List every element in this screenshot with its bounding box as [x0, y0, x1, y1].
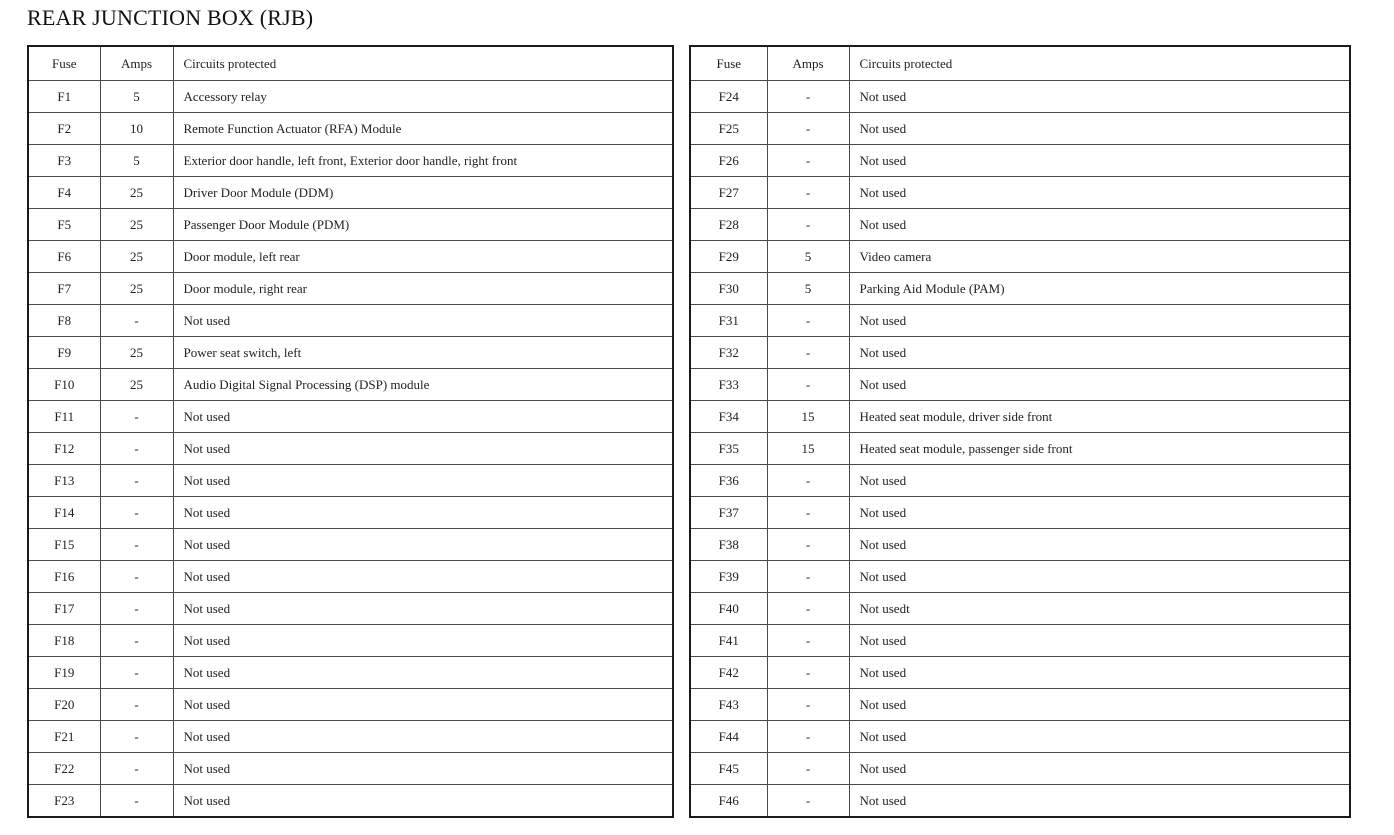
table-row [690, 401, 1350, 433]
table-row [690, 561, 1350, 593]
fuse-cell: F44 [690, 721, 767, 753]
fuse-cell: F15 [28, 529, 100, 561]
table-row [28, 433, 673, 465]
column-header-fuse: Fuse [28, 46, 100, 81]
amps-cell: 5 [100, 81, 173, 113]
table-row [690, 689, 1350, 721]
circuit-cell: Not used [173, 561, 673, 593]
circuit-cell: Not used [849, 721, 1350, 753]
amps-cell: - [767, 529, 849, 561]
table-row [28, 657, 673, 689]
amps-cell: 25 [100, 273, 173, 305]
circuit-cell: Not used [173, 689, 673, 721]
amps-cell: - [767, 337, 849, 369]
circuit-cell: Not used [849, 657, 1350, 689]
amps-cell: 25 [100, 369, 173, 401]
circuit-cell: Driver Door Module (DDM) [173, 177, 673, 209]
circuit-cell: Not used [173, 401, 673, 433]
amps-cell: 5 [100, 145, 173, 177]
fuse-cell: F5 [28, 209, 100, 241]
circuit-cell: Power seat switch, left [173, 337, 673, 369]
table-header-row [28, 46, 673, 81]
circuit-cell: Not used [849, 497, 1350, 529]
circuit-cell: Passenger Door Module (PDM) [173, 209, 673, 241]
fuse-cell: F35 [690, 433, 767, 465]
table-row [28, 273, 673, 305]
amps-cell: - [767, 657, 849, 689]
fuse-cell: F8 [28, 305, 100, 337]
table-row [690, 625, 1350, 657]
circuit-cell: Not usedt [849, 593, 1350, 625]
circuit-cell: Not used [173, 753, 673, 785]
amps-cell: 5 [767, 241, 849, 273]
table-row [28, 753, 673, 785]
amps-cell: 10 [100, 113, 173, 145]
circuit-cell: Audio Digital Signal Processing (DSP) module [173, 369, 673, 401]
fuse-cell: F9 [28, 337, 100, 369]
table-row [28, 529, 673, 561]
fuse-cell: F34 [690, 401, 767, 433]
fuse-cell: F43 [690, 689, 767, 721]
table-row [28, 305, 673, 337]
table-row [28, 497, 673, 529]
table-row [28, 689, 673, 721]
fuse-cell: F4 [28, 177, 100, 209]
circuit-cell: Not used [849, 145, 1350, 177]
amps-cell: - [767, 305, 849, 337]
fuse-cell: F45 [690, 753, 767, 785]
amps-cell: - [767, 785, 849, 818]
table-row [690, 113, 1350, 145]
fuse-cell: F7 [28, 273, 100, 305]
fuse-cell: F12 [28, 433, 100, 465]
circuit-cell: Not used [849, 113, 1350, 145]
fuse-cell: F2 [28, 113, 100, 145]
fuse-cell: F46 [690, 785, 767, 818]
amps-cell: - [100, 529, 173, 561]
table-row [690, 753, 1350, 785]
circuit-cell: Not used [173, 497, 673, 529]
amps-cell: - [100, 785, 173, 818]
amps-cell: 25 [100, 337, 173, 369]
table-row [28, 369, 673, 401]
circuit-cell: Parking Aid Module (PAM) [849, 273, 1350, 305]
circuit-cell: Not used [173, 593, 673, 625]
table-row [28, 625, 673, 657]
fuse-cell: F22 [28, 753, 100, 785]
fuse-cell: F6 [28, 241, 100, 273]
table-row [28, 721, 673, 753]
amps-cell: 25 [100, 177, 173, 209]
fuse-cell: F32 [690, 337, 767, 369]
fuse-cell: F30 [690, 273, 767, 305]
fuse-cell: F1 [28, 81, 100, 113]
fuse-cell: F36 [690, 465, 767, 497]
table-row [690, 305, 1350, 337]
table-row [690, 465, 1350, 497]
circuit-cell: Not used [849, 177, 1350, 209]
table-row [690, 785, 1350, 818]
amps-cell: - [100, 305, 173, 337]
amps-cell: - [767, 753, 849, 785]
table-row [690, 177, 1350, 209]
circuit-cell: Not used [849, 785, 1350, 818]
fuse-cell: F18 [28, 625, 100, 657]
amps-cell: 25 [100, 209, 173, 241]
fuse-cell: F11 [28, 401, 100, 433]
table-row [28, 241, 673, 273]
circuit-cell: Not used [849, 561, 1350, 593]
circuit-cell: Not used [173, 625, 673, 657]
amps-cell: 25 [100, 241, 173, 273]
fuse-cell: F27 [690, 177, 767, 209]
circuit-cell: Not used [849, 337, 1350, 369]
fuse-cell: F23 [28, 785, 100, 818]
column-header-circuits: Circuits protected [173, 46, 673, 81]
amps-cell: - [767, 113, 849, 145]
circuit-cell: Not used [849, 753, 1350, 785]
fuse-cell: F28 [690, 209, 767, 241]
column-header-amps: Amps [767, 46, 849, 81]
circuit-cell: Exterior door handle, left front, Exterior door handle, right front [173, 145, 673, 177]
circuit-cell: Remote Function Actuator (RFA) Module [173, 113, 673, 145]
fuse-table-right [689, 45, 1351, 818]
table-row [28, 593, 673, 625]
table-row [690, 81, 1350, 113]
amps-cell: - [100, 625, 173, 657]
circuit-cell: Not used [173, 721, 673, 753]
fuse-cell: F21 [28, 721, 100, 753]
fuse-cell: F41 [690, 625, 767, 657]
amps-cell: - [100, 593, 173, 625]
circuit-cell: Not used [849, 81, 1350, 113]
fuse-cell: F40 [690, 593, 767, 625]
table-row [690, 593, 1350, 625]
circuit-cell: Not used [173, 657, 673, 689]
table-row [690, 529, 1350, 561]
fuse-cell: F38 [690, 529, 767, 561]
fuse-cell: F26 [690, 145, 767, 177]
amps-cell: - [100, 689, 173, 721]
amps-cell: - [767, 625, 849, 657]
fuse-cell: F10 [28, 369, 100, 401]
circuit-cell: Not used [173, 433, 673, 465]
table-row [28, 177, 673, 209]
amps-cell: - [100, 433, 173, 465]
fuse-cell: F20 [28, 689, 100, 721]
circuit-cell: Not used [849, 209, 1350, 241]
table-row [28, 465, 673, 497]
table-row [690, 209, 1350, 241]
circuit-cell: Not used [849, 529, 1350, 561]
table-header-row [690, 46, 1350, 81]
amps-cell: - [767, 593, 849, 625]
circuit-cell: Not used [173, 529, 673, 561]
table-row [690, 369, 1350, 401]
circuit-cell: Not used [849, 465, 1350, 497]
circuit-cell: Not used [173, 785, 673, 818]
amps-cell: - [767, 177, 849, 209]
circuit-cell: Heated seat module, passenger side front [849, 433, 1350, 465]
table-row [690, 497, 1350, 529]
column-header-amps: Amps [100, 46, 173, 81]
fuse-table-left-body [28, 46, 673, 817]
amps-cell: 5 [767, 273, 849, 305]
amps-cell: - [100, 497, 173, 529]
fuse-cell: F39 [690, 561, 767, 593]
amps-cell: - [767, 561, 849, 593]
circuit-cell: Not used [849, 305, 1350, 337]
circuit-cell: Not used [849, 625, 1350, 657]
table-row [28, 145, 673, 177]
amps-cell: - [767, 145, 849, 177]
table-row [28, 561, 673, 593]
amps-cell: - [100, 401, 173, 433]
table-row [690, 273, 1350, 305]
amps-cell: - [767, 81, 849, 113]
amps-cell: - [767, 209, 849, 241]
fuse-cell: F3 [28, 145, 100, 177]
circuit-cell: Video camera [849, 241, 1350, 273]
fuse-cell: F37 [690, 497, 767, 529]
fuse-table-left [27, 45, 674, 818]
amps-cell: - [767, 369, 849, 401]
circuit-cell: Door module, right rear [173, 273, 673, 305]
table-row [28, 785, 673, 818]
fuse-cell: F25 [690, 113, 767, 145]
fuse-cell: F31 [690, 305, 767, 337]
fuse-table-right-body [690, 46, 1350, 817]
amps-cell: 15 [767, 433, 849, 465]
table-row [28, 81, 673, 113]
fuse-cell: F42 [690, 657, 767, 689]
amps-cell: - [100, 721, 173, 753]
circuit-cell: Not used [849, 369, 1350, 401]
fuse-cell: F17 [28, 593, 100, 625]
circuit-cell: Not used [173, 305, 673, 337]
circuit-cell: Not used [849, 689, 1350, 721]
fuse-cell: F16 [28, 561, 100, 593]
page-title: REAR JUNCTION BOX (RJB) [27, 5, 314, 30]
fuse-cell: F29 [690, 241, 767, 273]
amps-cell: - [767, 497, 849, 529]
amps-cell: 15 [767, 401, 849, 433]
table-row [690, 433, 1350, 465]
table-row [28, 209, 673, 241]
amps-cell: - [767, 465, 849, 497]
amps-cell: - [100, 561, 173, 593]
table-row [28, 113, 673, 145]
circuit-cell: Accessory relay [173, 81, 673, 113]
fuse-cell: F19 [28, 657, 100, 689]
circuit-cell: Not used [173, 465, 673, 497]
amps-cell: - [100, 753, 173, 785]
table-row [28, 401, 673, 433]
table-row [690, 145, 1350, 177]
table-row [690, 657, 1350, 689]
table-row [28, 337, 673, 369]
table-row [690, 337, 1350, 369]
column-header-circuits: Circuits protected [849, 46, 1350, 81]
amps-cell: - [100, 657, 173, 689]
column-header-fuse: Fuse [690, 46, 767, 81]
table-row [690, 721, 1350, 753]
amps-cell: - [767, 721, 849, 753]
circuit-cell: Heated seat module, driver side front [849, 401, 1350, 433]
fuse-cell: F13 [28, 465, 100, 497]
table-row [690, 241, 1350, 273]
fuse-cell: F14 [28, 497, 100, 529]
fuse-cell: F33 [690, 369, 767, 401]
circuit-cell: Door module, left rear [173, 241, 673, 273]
fuse-cell: F24 [690, 81, 767, 113]
amps-cell: - [767, 689, 849, 721]
amps-cell: - [100, 465, 173, 497]
